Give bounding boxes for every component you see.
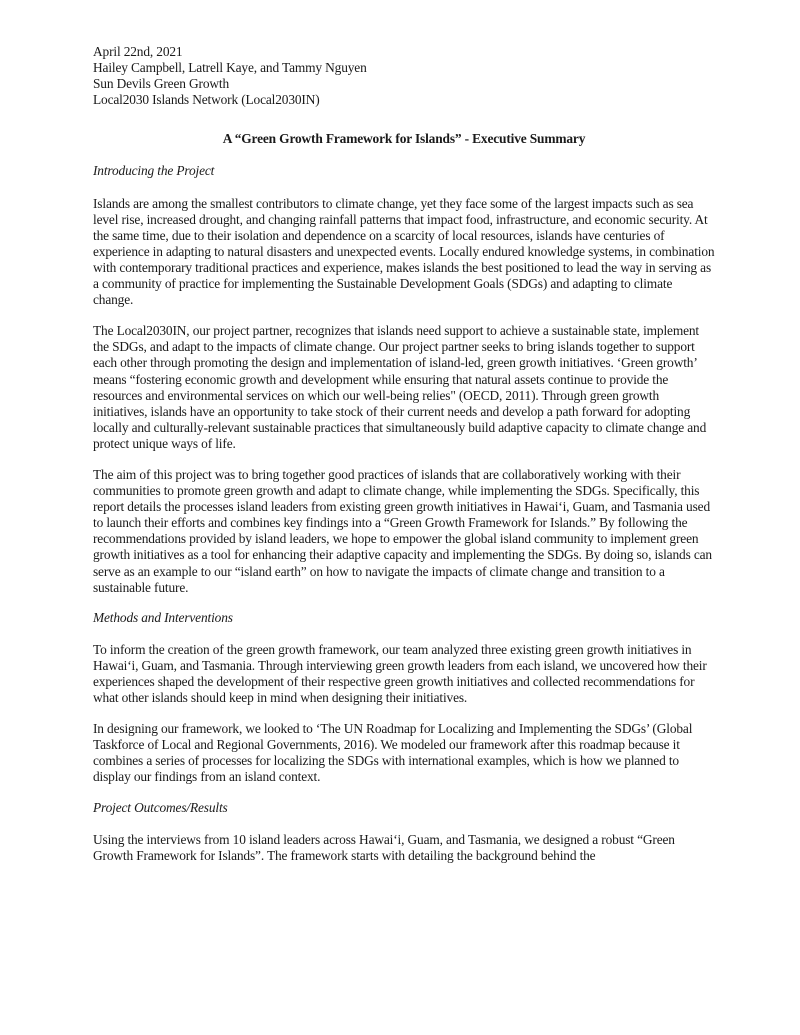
paragraph: The aim of this project was to bring together good practices of islands that are collaboratively working with their communities to promote green growth and adapt to climate change, while implementing the SDGs. Specifically, this report details the processes island leaders from existing green growth initiatives in Hawai‘i, Guam, and Tasmania used to launch their efforts and combines key findings into a “Green Growth Framework for Islands.” By following the recommendations provided by island leaders, we hope to empower the global island community to implement green growth initiatives as a tool for enhancing their adaptive capacity and implementing the SDGs. By doing so, islands can serve as an example to our “island earth” on how to navigate the impacts of climate change and transition to a sustainable future. [93,466,712,595]
paragraph: Using the interviews from 10 island leaders across Hawai‘i, Guam, and Tasmania, we designed a robust “Green Growth Framework for Islands”. The framework starts with detailing the background behind the [93,831,675,863]
document-title: A “Green Growth Framework for Islands” - Executive Summary [222,131,586,147]
section-heading-introducing: Introducing the Project [93,163,215,179]
paragraph: In designing our framework, we looked to ‘The UN Roadmap for Localizing and Implementing the SDGs’ (Global Taskforce of Local and Regional Governments, 2016). We modeled our framework after this roadmap because it combines a series of processes for localizing the SDGs with international examples, which is how we planned to display our findings from an island context. [93,721,693,785]
section-heading-methods: Methods and Interventions [93,609,233,625]
header-partner: Local2030 Islands Network (Local2030IN) [93,92,320,108]
document-content [93,44,715,864]
header-team: Sun Devils Green Growth [93,76,230,92]
header-authors: Hailey Campbell, Latrell Kaye, and Tammy Nguyen [93,60,367,76]
paragraph: The Local2030IN, our project partner, recognizes that islands need support to achieve a sustainable state, implement the SDGs, and adapt to the impacts of climate change. Our project partner seeks to bring islands together to support each other through promoting the design and implementation of island-led, green growth initiatives. ‘Green growth’ means “fostering economic growth and development while ensuring that natural assets continue to provide the resources and environmental services on which our well-being relies" (OECD, 2011). Through green growth initiatives, islands have an opportunity to take stock of their current needs and develop a path forward for adopting locally and culturally-relevant sustainable practices that simultaneously build adaptive capacity to climate change and protect unique ways of life. [93,323,707,451]
header-date: April 22nd, 2021 [93,44,183,59]
header-block [93,44,715,108]
paragraph: Islands are among the smallest contributors to climate change, yet they face some of the largest impacts such as sea level rise, increased drought, and changing rainfall patterns that impact food, infrastructure, and economic security. At the same time, due to their isolation and dependence on a scarcity of local resources, islands have centuries of experience in adapting to natural disasters and unexpected events. Locally endured knowledge systems, in combination with contemporary traditional practices and experience, makes islands the best positioned to lead the way in serving as a community of practice for implementing the Sustainable Development Goals (SDGs) and adapting to climate change. [93,195,715,308]
paragraph: To inform the creation of the green growth framework, our team analyzed three existing green growth initiatives in Hawai‘i, Guam, and Tasmania. Through interviewing green growth leaders from each island, we uncovered how their experiences shaped the development of their respective green growth initiatives and collected recommendations for what other islands should keep in mind when designing their initiatives. [93,641,707,706]
section-heading-outcomes: Project Outcomes/Results [93,799,228,815]
